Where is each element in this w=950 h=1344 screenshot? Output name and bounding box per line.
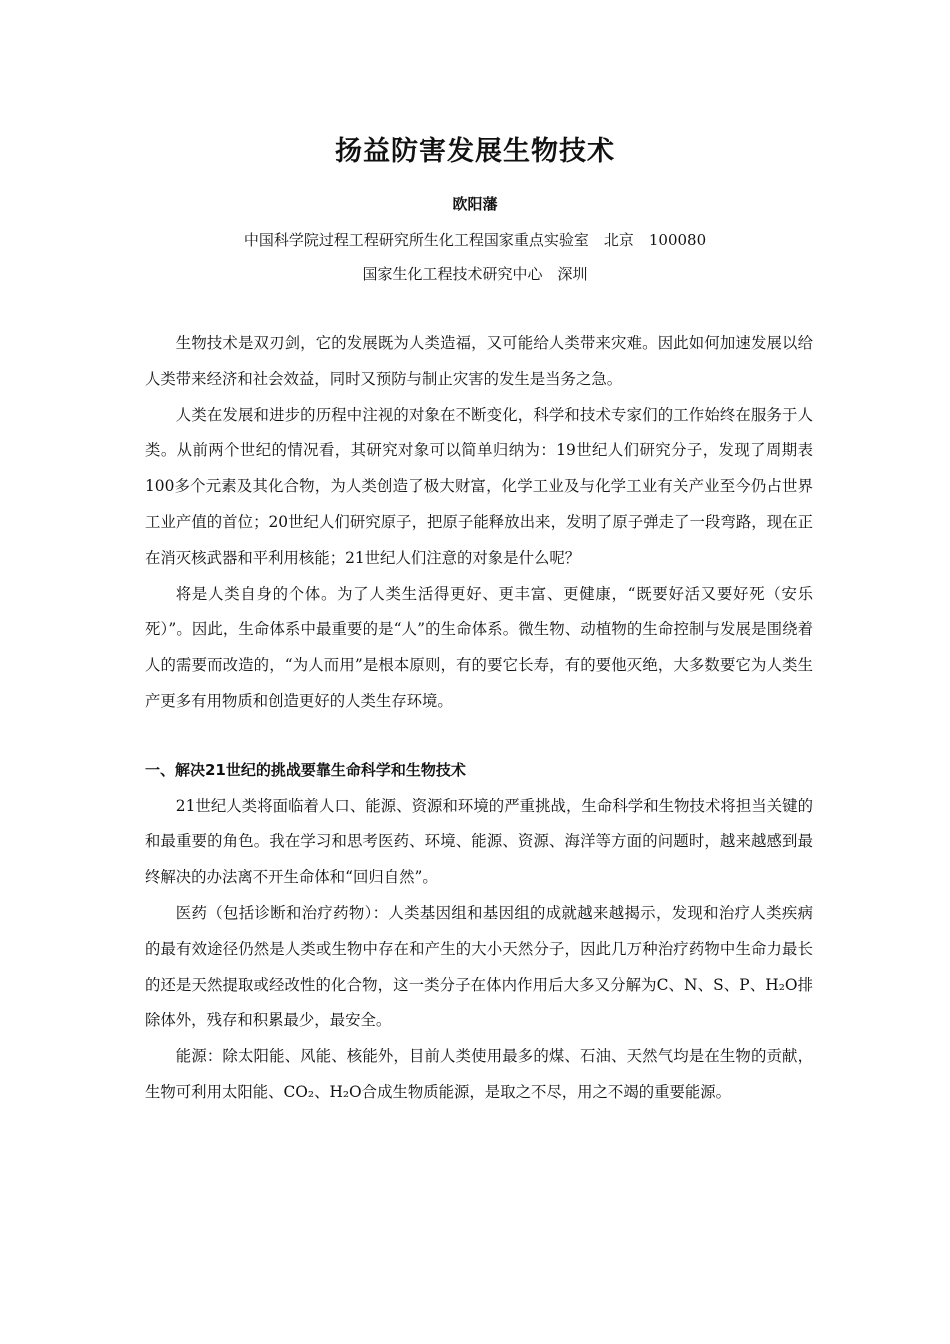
affiliation-line-1: 中国科学院过程工程研究所生化工程国家重点实验室 北京 100080	[243, 231, 707, 249]
section-paragraph-2: 医药（包括诊断和治疗药物）：人类基因组和基因组的成就越来越揭示，发现和治疗人类疾病的最有效途径仍然是人类或生物中存在和产生的大小天然分子，因此几万种治疗药物中生命力最长的还是天然提取或经改性的化合物，这一类分子在体内作用后大多又分解为C、N、S、P、H₂O排除体外，残存和积累最少，最安全。	[145, 903, 813, 1030]
intro-paragraph-1: 生物技术是双刃剑，它的发展既为人类造福，又可能给人类带来灾难。因此如何加速发展以给人类带来经济和社会效益，同时又预防与制止灾害的发生是当务之急。	[145, 334, 813, 388]
section-paragraph-1: 21世纪人类将面临着人口、能源、资源和环境的严重挑战，生命科学和生物技术将担当关键的和最重要的角色。我在学习和思考医药、环境、能源、资源、海洋等方面的问题时，越来越感到最终解决的办法离不开生命体和“回归自然”。	[145, 796, 813, 887]
intro-paragraph-2: 人类在发展和进步的历程中注视的对象在不断变化，科学和技术专家们的工作始终在服务于人类。从前两个世纪的情况看，其研究对象可以简单归纳为：19世纪人们研究分子，发现了周期表100多个元素及其化合物，为人类创造了极大财富，化学工业及与化学工业有关产业至今仍占世界工业产值的首位；20世纪人们研究原子，把原子能释放出来，发明了原子弹走了一段弯路，现在正在消灭核武器和平利用核能；21世纪人们注意的对象是什么呢？	[145, 405, 813, 567]
section-heading: 一、解决21世纪的挑战要靠生命科学和生物技术	[145, 760, 466, 779]
affiliation-line-2: 国家生化工程技术研究中心 深圳	[362, 265, 588, 283]
intro-paragraph-3: 将是人类自身的个体。为了人类生活得更好、更丰富、更健康，“既要好活又要好死（安乐死）”。因此，生命体系中最重要的是“人”的生命体系。微生物、动植物的生命控制与发展是围绕着人的需要而改造的，“为人而用”是根本原则，有的要它长寿，有的要他灭绝，大多数要它为人类生产更多有用物质和创造更好的人类生存环境。	[145, 584, 813, 710]
document-body	[145, 326, 813, 1111]
author-name: 欧阳藩	[452, 195, 498, 213]
document-title: 扬益防害发展生物技术	[335, 136, 615, 167]
section-paragraph-3: 能源：除太阳能、风能、核能外，目前人类使用最多的煤、石油、天然气均是在生物的贡献，生物可利用太阳能、CO₂、H₂O合成生物质能源，是取之不尽，用之不竭的重要能源。	[145, 1047, 813, 1101]
